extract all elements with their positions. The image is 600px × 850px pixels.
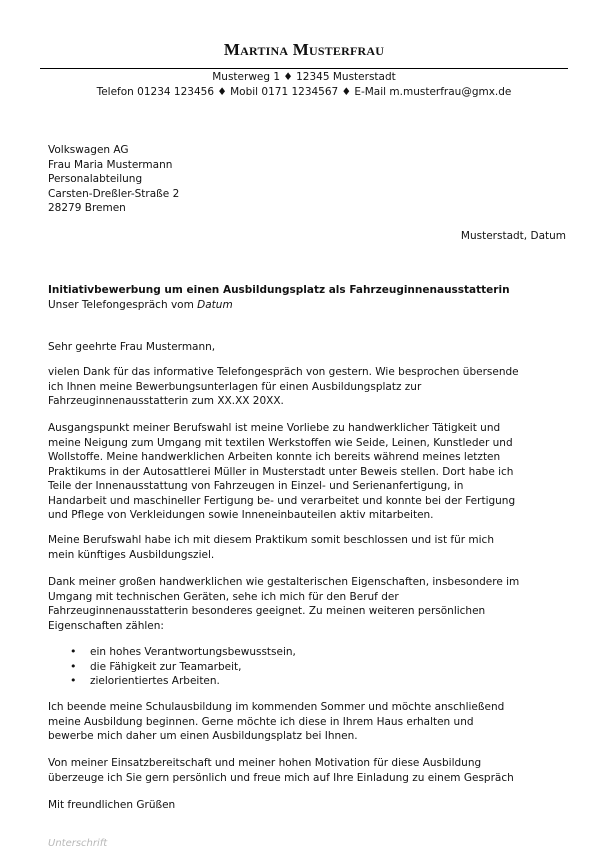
qualities-list (68, 645, 296, 689)
paragraph-line: Fahrzeuginnenausstatterin zum XX.XX 20XX. (48, 395, 284, 407)
paragraph-line: vielen Dank für das informative Telefongespräch von gestern. Wie besprochen übersende (48, 366, 519, 378)
paragraph-line: bewerbe mich daher um einen Ausbildungsplatz bei Ihnen. (48, 730, 358, 742)
reference-date: Datum (197, 298, 233, 311)
paragraph-line: meine Ausbildung beginnen. Gerne möchte ich diese in Ihrem Haus erhalten und (48, 715, 474, 728)
sender-name: Martina Musterfrau (223, 40, 385, 59)
paragraph-line: Eigenschaften zählen: (48, 619, 164, 632)
recipient-line: 28279 Bremen (48, 202, 126, 214)
paragraph (48, 700, 504, 744)
header-divider (40, 68, 568, 69)
paragraph-line: Dank meiner großen handwerklichen wie gestalterischen Eigenschaften, insbesondere im (48, 576, 520, 588)
subject-line: Initiativbewerbung um einen Ausbildungsplatz als Fahrzeuginnenausstatterin (48, 284, 510, 296)
reference-prefix: Unser Telefongespräch vom (48, 298, 198, 311)
paragraph (48, 421, 515, 523)
paragraph-line: Wollstoffe. Meine handwerklichen Arbeiten konnte ich bereits während meines letzten (48, 451, 501, 463)
paragraph-line: Ausgangspunkt meiner Berufswahl ist meine Vorliebe zu handwerklicher Tätigkeit und (48, 422, 501, 434)
paragraph-line: überzeuge ich Sie gern persönlich und freue mich auf Ihre Einladung zu einem Gespräch (48, 771, 514, 784)
recipient-line: Personalabteilung (48, 173, 143, 185)
sender-contact (40, 70, 568, 99)
recipient-line: Carsten-Dreßler-Straße 2 (48, 187, 180, 200)
paragraph-line: Handarbeit und maschineller Fertigung be- und verarbeitet und konnte bei der Fertigung (48, 494, 516, 507)
recipient-address (48, 143, 179, 216)
paragraph-line: Praktikums in der Autosattlerei Müller in Musterstadt unter Beweis stellen. Dort habe ich (48, 465, 514, 478)
list-item: • ein hohes Verantwortungsbewusstsein, (68, 645, 296, 660)
list-item: • zielorientiertes Arbeiten. (68, 674, 296, 689)
paragraph (48, 756, 514, 785)
paragraph (48, 365, 519, 409)
paragraph-line: Umgang mit technischen Geräten, sehe ich mich für den Beruf der (48, 590, 399, 603)
paragraph-line: meine Neigung zum Umgang mit textilen Werkstoffen wie Seide, Leinen, Kunstleder und (48, 436, 513, 449)
reference-line (48, 298, 510, 313)
place-date: Musterstadt, Datum (460, 230, 566, 242)
salutation: Sehr geehrte Frau Mustermann, (48, 341, 216, 353)
list-item: • die Fähigkeit zur Teamarbeit, (68, 660, 296, 675)
recipient-line: Frau Maria Mustermann (48, 158, 173, 171)
paragraph-line: Teile der Innenausstattung von Fahrzeugen in Einzel- und Serienanfertigung, in (48, 480, 464, 492)
paragraph-line: Meine Berufswahl habe ich mit diesem Praktikum somit beschlossen und ist für mich (48, 534, 494, 546)
paragraph-line: ich Ihnen meine Bewerbungsunterlagen für einen Ausbildungsplatz zur (48, 380, 422, 393)
paragraph-line: mein künftiges Ausbildungsziel. (48, 548, 215, 561)
paragraph-line: Fahrzeuginnenausstatterin besonderes geeignet. Zu meinen weiteren persönlichen (48, 605, 486, 617)
paragraph (48, 533, 494, 562)
paragraph-line: Ich beende meine Schulausbildung im kommenden Sommer und möchte anschließend (48, 701, 505, 713)
signature-placeholder: Unterschrift (48, 838, 108, 849)
subject-block (48, 283, 510, 312)
paragraph-line: Von meiner Einsatzbereitschaft und meiner hohen Motivation für diese Ausbildung (48, 757, 482, 769)
sender-contact-line: Telefon 01234 123456 ♦ Mobil 0171 1234567 ♦ E-Mail m.musterfrau@gmx.de (96, 85, 512, 98)
paragraph (48, 575, 519, 633)
closing: Mit freundlichen Grüßen (48, 799, 176, 811)
recipient-line: Volkswagen AG (48, 144, 129, 156)
sender-address-line: Musterweg 1 ♦ 12345 Musterstadt (212, 71, 396, 83)
paragraph-line: und Pflege von Verkleidungen sowie Inneneinbauteilen aktiv mitarbeiten. (48, 509, 434, 521)
